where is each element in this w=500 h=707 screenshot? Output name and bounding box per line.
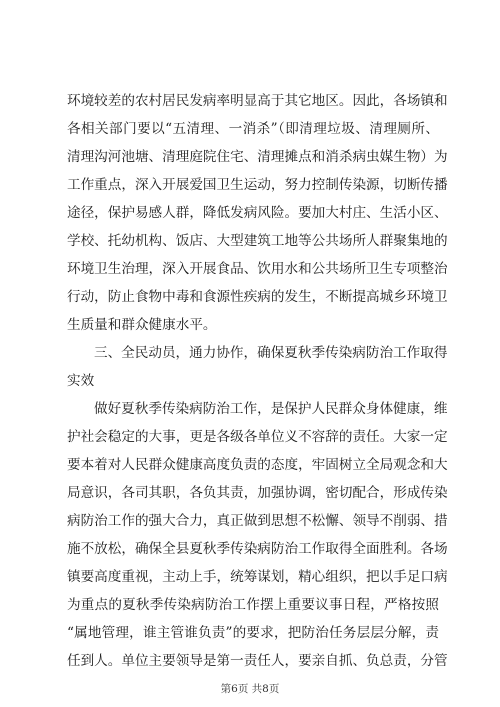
text-line: 施不放松，确保全县夏秋季传染病防治工作取得全面胜利。各场 bbox=[67, 541, 448, 557]
text-line: 途径，保护易感人群，降低发病风险。要加大村庄、生活小区、 bbox=[67, 205, 448, 221]
text-line: 环境卫生治理，深入开展食品、饮用水和公共场所卫生专项整治 bbox=[67, 261, 448, 277]
text-line: 生质量和群众健康水平。 bbox=[67, 317, 217, 333]
text-line: 环境较差的农村居民发病率明显高于其它地区。因此，各场镇和 bbox=[67, 93, 448, 109]
text-line: 为重点的夏秋季传染病防治工作摆上重要议事日程，严格按照 bbox=[67, 597, 439, 613]
text-line: 工作重点，深入开展爱国卫生运动，努力控制传染源，切断传播 bbox=[67, 177, 448, 193]
section-heading-line: 实效 bbox=[67, 373, 95, 389]
text-line: 病防治工作的强大合力，真正做到思想不松懈、领导不削弱、措 bbox=[67, 513, 448, 529]
text-line: 清理沟河池塘、清理庭院住宅、清理摊点和消杀病虫媒生物）为 bbox=[67, 149, 448, 165]
text-line: 任到人。单位主要领导是第一责任人，要亲自抓、负总责，分管 bbox=[67, 653, 448, 669]
section-heading-line: 三、全民动员，通力协作，确保夏秋季传染病防治工作取得 bbox=[94, 345, 448, 361]
page-number-footer: 第6页 共8页 bbox=[220, 683, 280, 695]
text-line: 各相关部门要以“五清理、一消杀”（即清理垃圾、清理厕所、 bbox=[67, 121, 439, 137]
text-line: 学校、托幼机构、饭店、大型建筑工地等公共场所人群聚集地的 bbox=[67, 233, 448, 249]
text-line: 做好夏秋季传染病防治工作，是保护人民群众身体健康，维 bbox=[94, 401, 448, 417]
text-line: 要本着对人民群众健康高度负责的态度，牢固树立全局观念和大 bbox=[67, 457, 448, 473]
text-line: “属地管理，谁主管谁负责”的要求，把防治任务层层分解，责 bbox=[67, 625, 439, 641]
text-line: 护社会稳定的大事，更是各级各单位义不容辞的责任。大家一定 bbox=[67, 429, 448, 445]
text-line: 镇要高度重视，主动上手，统筹谋划，精心组织，把以手足口病 bbox=[67, 569, 448, 585]
text-line: 行动，防止食物中毒和食源性疾病的发生，不断提高城乡环境卫 bbox=[67, 289, 448, 305]
text-line: 局意识，各司其职，各负其责，加强协调，密切配合，形成传染 bbox=[67, 485, 448, 501]
